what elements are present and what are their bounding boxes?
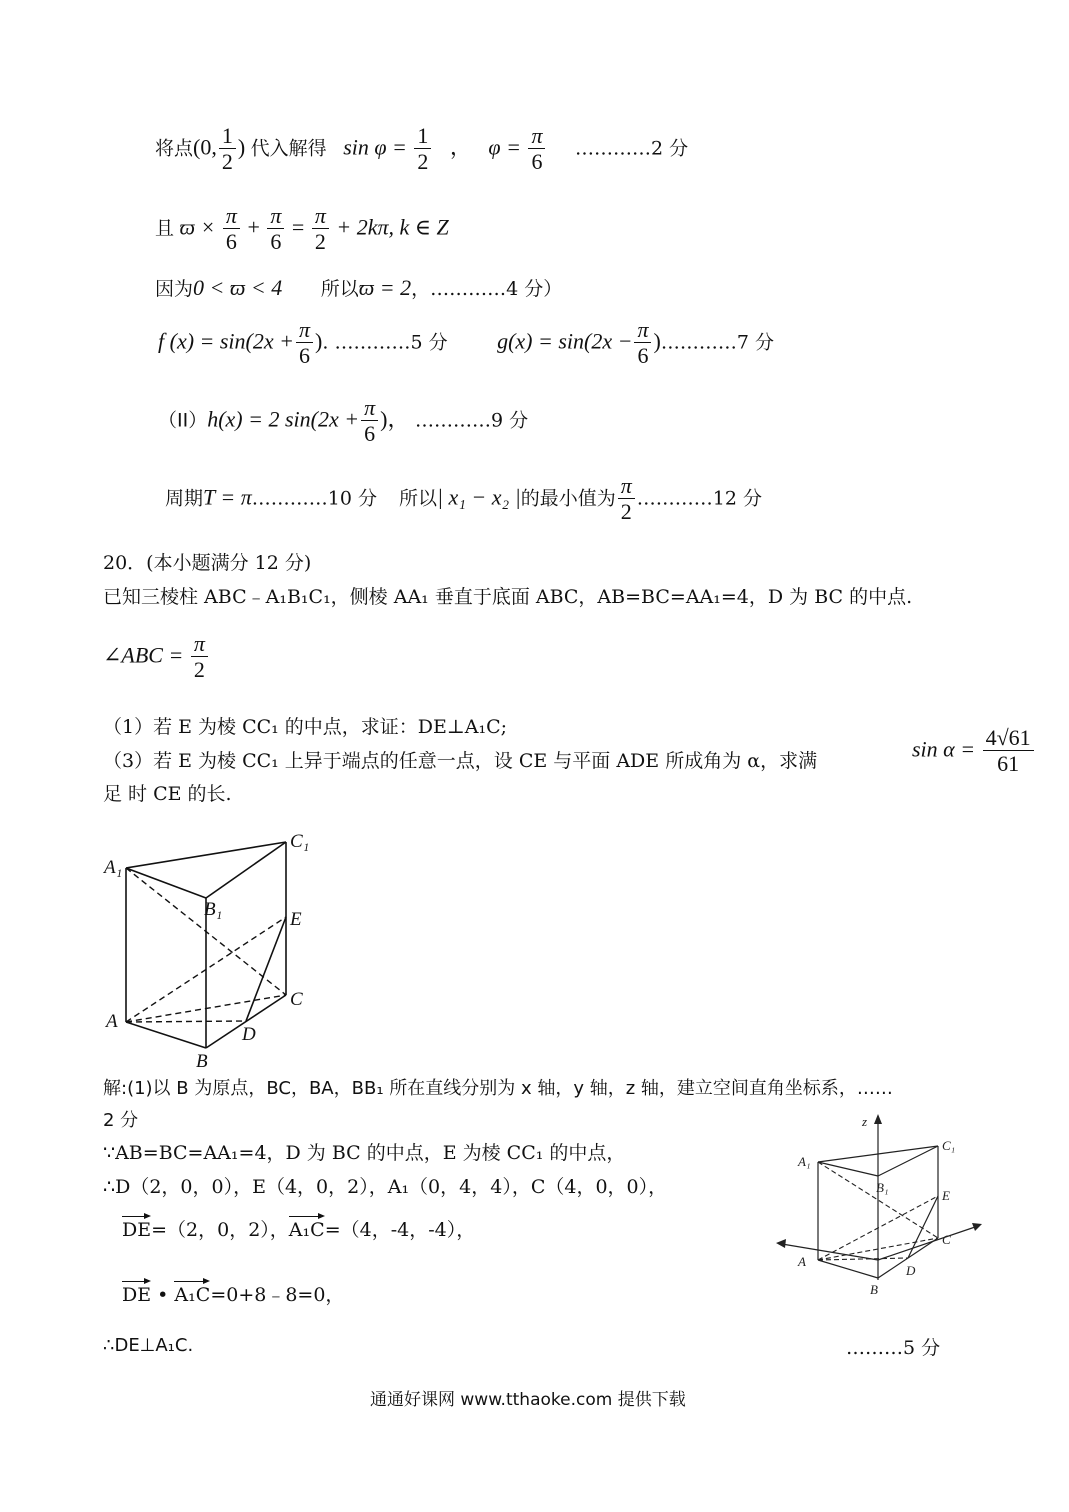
frac-den: 2 (314, 229, 326, 254)
point-fraction (219, 124, 236, 175)
sol19-line3 (155, 274, 562, 301)
sin-alpha-fraction (983, 726, 1034, 777)
frac-den: 2 (193, 657, 205, 682)
g-fraction (634, 318, 651, 369)
line6-text2: 所以 (398, 487, 437, 510)
score-5: . …………5 分 (322, 331, 448, 354)
period-text: 周期 (165, 487, 204, 510)
line1-prefix: 将点 (155, 137, 194, 160)
score-10: …………10 分 (251, 487, 377, 510)
phi-den: 6 (531, 149, 543, 174)
point-open: (0, (193, 134, 217, 160)
phi-lhs: φ = (488, 134, 521, 160)
score-4: ，…………4 分） (411, 278, 563, 300)
abs-diff: | x₁ − x₂ | (436, 484, 521, 510)
label-c1: C₁ (942, 1138, 956, 1153)
score-7: …………7 分 (660, 331, 774, 354)
q20-part3: （3）若 E 为棱 CC₁ 上异于端点的任意一点，设 CE 与平面 ADE 所成角为 α，求满 (103, 750, 818, 772)
g-rhs: ) (653, 328, 661, 354)
line2-prefix: 且 (155, 217, 175, 240)
sol20-vectors (122, 1213, 475, 1242)
segment-ad (818, 1258, 908, 1260)
vector-de: DE (122, 1278, 151, 1306)
label-c: C (290, 989, 303, 1010)
frac-den: 6 (299, 343, 311, 368)
g-lhs: g(x) = sin(2x − (497, 328, 633, 354)
frac-num: π (312, 204, 329, 229)
f-fraction (296, 318, 313, 369)
vector-de: DE (122, 1213, 151, 1241)
vector-de-value: =（2，0，2）， (151, 1219, 289, 1241)
plus-sign: + (247, 214, 260, 240)
label-a1: A₁ (798, 1154, 811, 1169)
label-c: C (942, 1232, 951, 1247)
sin-phi-num: 1 (414, 124, 431, 149)
frac-num: π (267, 204, 284, 229)
omega-inequality: 0 < ϖ < 4 (193, 275, 283, 300)
x-axis-arrow (972, 1223, 982, 1231)
edge-a1b1 (126, 868, 206, 898)
frac-den: 6 (270, 229, 282, 254)
sin-alpha-num: 4√61 (983, 726, 1034, 751)
angle-fraction (191, 632, 208, 683)
phi-num: π (528, 124, 545, 149)
y-axis-arrow (776, 1239, 786, 1248)
sol20-dot-product (122, 1278, 344, 1307)
point-num: 1 (219, 124, 236, 149)
f-rhs: ) (315, 328, 323, 354)
edge-ab (818, 1260, 878, 1278)
label-d: D (906, 1263, 916, 1278)
frac-num: π (191, 632, 208, 657)
line2-tail: + 2kπ, k ∈ Z (336, 214, 449, 240)
vector-a1c: A₁C (174, 1278, 210, 1306)
part-ii-label: （II） (158, 409, 208, 432)
vector-a1c-value: =（4，-4，-4）， (324, 1219, 476, 1241)
label-b: B (870, 1282, 878, 1297)
line6-text3: 的最小值为 (520, 487, 616, 510)
line1-sep: ， (449, 134, 472, 160)
sol20-line1b: 2 分 (103, 1110, 139, 1131)
z-axis-arrow (874, 1114, 882, 1124)
edge-a1b1 (818, 1162, 878, 1176)
label-z: z (862, 1114, 868, 1129)
score-2: …………2 分 (574, 137, 689, 160)
frac-pi6-a (223, 204, 240, 255)
sol19-line1 (155, 124, 688, 175)
label-b1: B₁ (204, 899, 223, 920)
frac-num: π (618, 474, 635, 499)
segment-de (246, 917, 286, 1021)
sol20-conclusion: ∴DE⊥A₁C. (103, 1335, 194, 1356)
omega-value: ϖ = 2 (358, 275, 412, 300)
segment-ad (126, 1021, 246, 1022)
phi-fraction (528, 124, 545, 175)
label-b1: B₁ (876, 1180, 889, 1195)
frac-num: π (634, 318, 651, 343)
label-a: A (798, 1254, 806, 1269)
label-a1: A₁ (104, 857, 123, 878)
score-5b: ………5 分 (846, 1337, 941, 1359)
h-rhs: )， (380, 406, 410, 432)
label-d: D (242, 1024, 256, 1045)
line3-text2: 所以 (320, 278, 359, 300)
sol19-line6 (165, 474, 762, 525)
sol19-line2 (155, 204, 449, 255)
label-c1: C₁ (290, 831, 310, 852)
sin-phi-den: 2 (417, 149, 429, 174)
line1-mid: 代入解得 (250, 137, 327, 160)
edge-a1c1 (126, 842, 286, 868)
q20-header: 20．(本小题满分 12 分) (103, 552, 312, 574)
frac-num: π (361, 396, 378, 421)
equals-sign: = (291, 214, 305, 240)
sin-alpha-lhs: sin α = (912, 736, 976, 762)
page-footer: 通通好课网 www.tthaoke.com 提供下载 (370, 1390, 686, 1410)
h-fraction (361, 396, 378, 447)
label-b: B (196, 1051, 208, 1072)
angle-lhs: ∠ABC = (103, 642, 184, 668)
line3-text1: 因为 (155, 278, 194, 300)
sol20-line1: 解:(1)以 B 为原点，BC，BA，BB₁ 所在直线分别为 x 轴，y 轴，z 轴，建立空间直角坐标系，…… (103, 1078, 893, 1099)
frac-den: 6 (225, 229, 237, 254)
q20-part1: （1）若 E 为棱 CC₁ 的中点，求证：DE⊥A₁C; (103, 716, 508, 738)
dot-symbol: • (157, 1284, 169, 1306)
frac-den: 6 (637, 343, 649, 368)
score-12: …………12 分 (636, 487, 763, 510)
dot-product-value: =0+8﹣8=0， (210, 1284, 345, 1306)
frac-den: 6 (364, 421, 376, 446)
frac-num: π (296, 318, 313, 343)
score-9: …………9 分 (414, 409, 529, 432)
edge-b1c1 (206, 842, 286, 898)
sol20-line2: ∵AB=BC=AA₁=4，D 为 BC 的中点，E 为棱 CC₁ 的中点， (103, 1142, 626, 1164)
period-value: T = π (203, 484, 252, 510)
frac-pi6-b (267, 204, 284, 255)
coordinate-figure (768, 1110, 988, 1300)
omega-term: ϖ × (179, 214, 216, 240)
q20-part3-cont: 足 时 CE 的长. (103, 783, 232, 805)
edge-ab (126, 1022, 206, 1048)
h-lhs: h(x) = 2 sin(2x + (207, 406, 360, 432)
prism-figure (100, 825, 340, 1075)
label-e: E (942, 1188, 950, 1203)
sin-alpha-den: 61 (997, 751, 1020, 776)
min-fraction (618, 474, 635, 525)
label-a: A (106, 1011, 118, 1032)
sin-phi-lhs: sin φ = (343, 134, 407, 160)
sin-phi-fraction (414, 124, 431, 175)
sol19-line4 (158, 318, 774, 369)
frac-pi2 (312, 204, 329, 255)
frac-num: π (223, 204, 240, 229)
sol19-line5 (158, 396, 528, 447)
q20-statement: 已知三棱柱 ABC﹣A₁B₁C₁，侧棱 AA₁ 垂直于底面 ABC，AB=BC=AA₁=4，D 为 BC 的中点. (103, 586, 913, 608)
sol20-line3: ∴D（2，0，0），E（4，0，2），A₁（0，4，4），C（4，0，0）， (103, 1176, 668, 1198)
q20-angle (103, 632, 210, 683)
point-den: 2 (221, 149, 233, 174)
vector-a1c: A₁C (289, 1213, 325, 1241)
point-close: ) (237, 134, 246, 160)
q20-sin-alpha (912, 726, 1036, 777)
frac-den: 2 (620, 499, 632, 524)
f-lhs: f (x) = sin(2x + (158, 328, 294, 354)
label-e: E (290, 909, 302, 930)
